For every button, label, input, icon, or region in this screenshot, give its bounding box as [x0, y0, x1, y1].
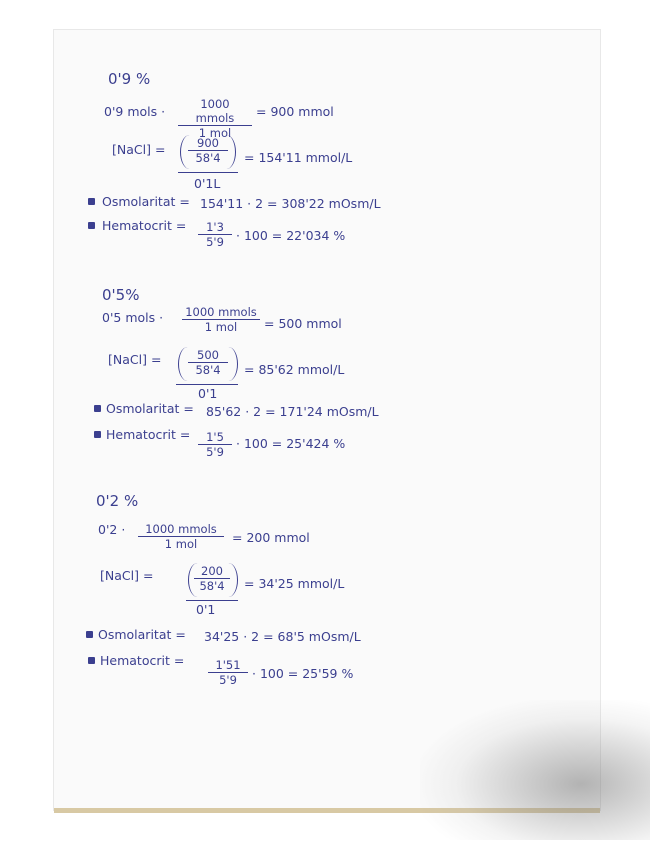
photo-shadow — [420, 700, 650, 840]
bullet-icon — [94, 431, 101, 438]
fraction-numerator: 1000 mmols — [178, 97, 252, 126]
osmol-label: Osmolaritat = — [106, 401, 194, 416]
section-heading: 0'9 % — [108, 70, 151, 88]
osmol-label: Osmolaritat = — [98, 627, 186, 642]
fraction-denominator: 5'9 — [219, 673, 237, 687]
conc-outer-den: 0'1 — [196, 602, 216, 617]
fraction-bar — [186, 600, 238, 601]
moles-fraction — [138, 522, 224, 551]
section-heading: 0'2 % — [96, 492, 139, 510]
conc-lhs: [NaCl] = — [108, 352, 162, 367]
conc-result: = 34'25 mmol/L — [244, 576, 345, 591]
fraction-numerator: 1'5 — [198, 430, 232, 445]
conc-lhs: [NaCl] = — [100, 568, 154, 583]
fraction-numerator: 200 — [194, 564, 230, 579]
fraction-denominator: 1 mol — [164, 537, 198, 551]
fraction-numerator: 1'3 — [198, 220, 232, 235]
fraction-numerator: 900 — [188, 136, 228, 151]
osmol-expression: 154'11 · 2 = 308'22 mOsm/L — [200, 196, 381, 211]
hema-result: · 100 = 25'424 % — [236, 436, 346, 451]
bullet-icon — [88, 222, 95, 229]
hema-label: Hematocrit = — [102, 218, 187, 233]
fraction-numerator: 1000 mmols — [182, 305, 260, 320]
moles-fraction — [178, 97, 252, 140]
hema-label: Hematocrit = — [100, 653, 185, 668]
hema-fraction — [208, 658, 248, 687]
bullet-icon — [94, 405, 101, 412]
conc-lhs: [NaCl] = — [112, 142, 166, 157]
conc-inner-fraction — [188, 136, 228, 165]
bullet-icon — [88, 198, 95, 205]
conc-result: = 85'62 mmol/L — [244, 362, 345, 377]
bullet-icon — [86, 631, 93, 638]
osmol-label: Osmolaritat = — [102, 194, 190, 209]
hema-fraction — [198, 220, 232, 249]
moles-lhs: 0'5 mols · — [102, 310, 164, 325]
fraction-denominator: 1 mol — [198, 126, 232, 140]
fraction-bar — [178, 172, 238, 173]
conc-inner-fraction — [188, 348, 228, 377]
conc-outer-den: 0'1L — [194, 176, 221, 191]
fraction-denominator: 58'4 — [195, 363, 221, 377]
fraction-denominator: 5'9 — [206, 445, 224, 459]
fraction-bar — [176, 384, 238, 385]
fraction-denominator: 58'4 — [199, 579, 225, 593]
conc-outer-den: 0'1 — [198, 386, 218, 401]
moles-lhs: 0'9 mols · — [104, 104, 166, 119]
hema-result: · 100 = 25'59 % — [252, 666, 354, 681]
osmol-expression: 34'25 · 2 = 68'5 mOsm/L — [204, 629, 361, 644]
hema-result: · 100 = 22'034 % — [236, 228, 346, 243]
fraction-numerator: 1'51 — [208, 658, 248, 673]
moles-result: = 200 mmol — [232, 530, 310, 545]
hema-fraction — [198, 430, 232, 459]
moles-lhs: 0'2 · — [98, 522, 126, 537]
fraction-denominator: 5'9 — [206, 235, 224, 249]
osmol-expression: 85'62 · 2 = 171'24 mOsm/L — [206, 404, 379, 419]
bullet-icon — [88, 657, 95, 664]
conc-result: = 154'11 mmol/L — [244, 150, 353, 165]
fraction-numerator: 1000 mmols — [138, 522, 224, 537]
moles-result: = 900 mmol — [256, 104, 334, 119]
fraction-denominator: 1 mol — [204, 320, 238, 334]
moles-fraction — [182, 305, 260, 334]
section-heading: 0'5% — [102, 286, 140, 304]
conc-inner-fraction — [194, 564, 230, 593]
fraction-numerator: 500 — [188, 348, 228, 363]
fraction-denominator: 58'4 — [195, 151, 221, 165]
hema-label: Hematocrit = — [106, 427, 191, 442]
moles-result: = 500 mmol — [264, 316, 342, 331]
